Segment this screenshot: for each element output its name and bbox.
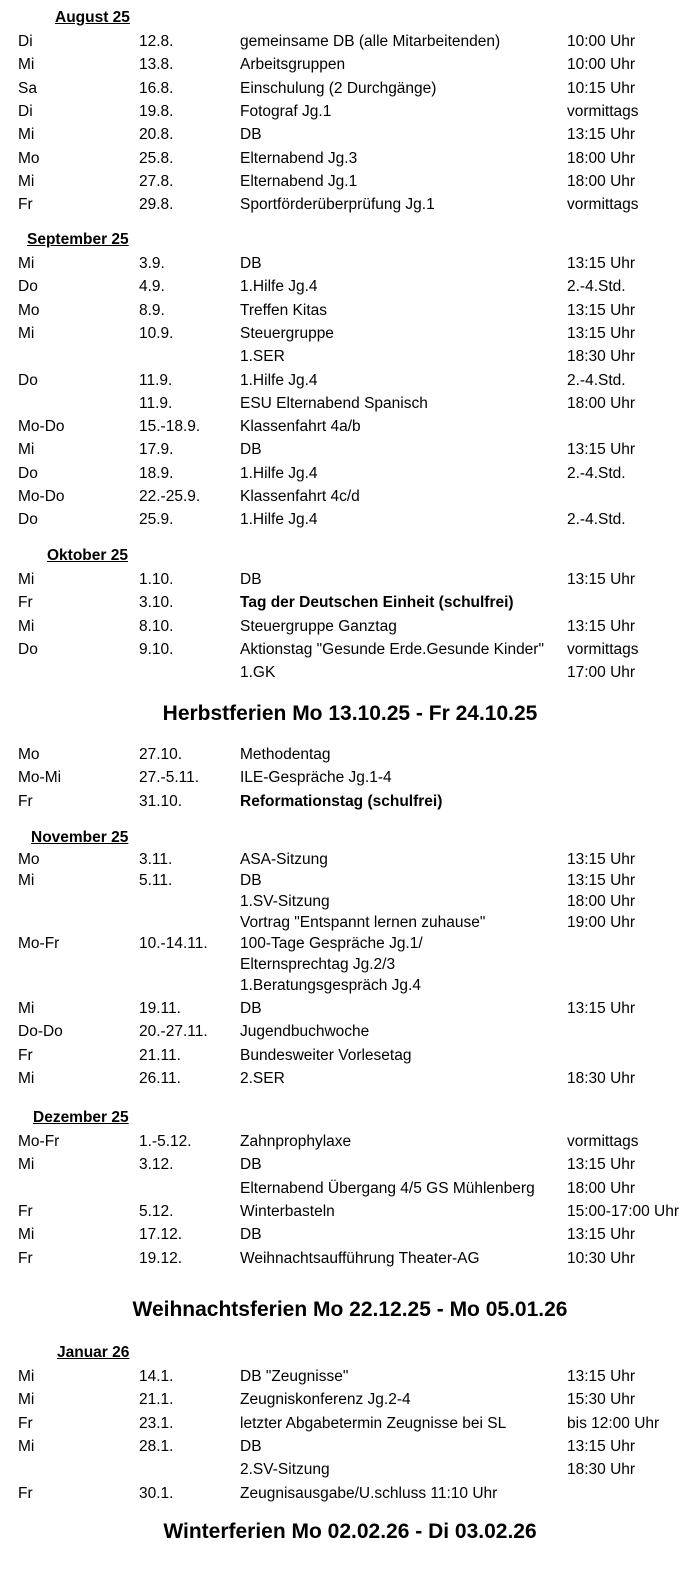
calendar-row: [0, 1155, 700, 1177]
row-weekday: Fr: [18, 1414, 33, 1432]
row-date: 3.10.: [139, 594, 174, 612]
row-weekday: Mo-Do: [18, 418, 65, 436]
row-event: Zahnprophylaxe: [240, 1133, 352, 1150]
row-event: Methodentag: [240, 746, 331, 763]
row-time: vormittags: [567, 102, 639, 120]
row-weekday: Mo: [18, 851, 40, 868]
row-date: 4.9.: [139, 278, 165, 296]
calendar-row: [0, 663, 700, 685]
calendar-row: [0, 55, 700, 77]
row-weekday: Do: [18, 278, 38, 296]
row-event: DB: [240, 872, 262, 889]
calendar-row: [0, 172, 700, 194]
row-weekday: Do: [18, 511, 38, 529]
row-event: ASA-Sitzung: [240, 851, 328, 868]
row-time: 13:15 Uhr: [567, 851, 636, 868]
row-date: 27.10.: [139, 746, 183, 763]
calendar-row: [0, 510, 700, 532]
row-date: 8.10.: [139, 617, 174, 635]
row-weekday: Mi: [18, 1368, 35, 1385]
row-event: Aktionstag "Gesunde Erde.Gesunde Kinder": [240, 640, 544, 658]
row-time: 10:30 Uhr: [567, 1249, 636, 1267]
row-date: 21.1.: [139, 1391, 174, 1409]
row-weekday: Mi: [18, 617, 35, 635]
calendar-row: [0, 277, 700, 299]
row-date: 19.8.: [139, 102, 174, 120]
row-weekday: Mi: [18, 1226, 35, 1244]
calendar-row: [0, 1484, 700, 1506]
row-weekday: Do: [18, 464, 38, 482]
row-time: bis 12:00 Uhr: [567, 1414, 660, 1432]
row-time: 18:00 Uhr: [567, 1179, 636, 1197]
row-date: 9.10.: [139, 640, 174, 658]
row-time: 2.-4.Std.: [567, 278, 626, 296]
row-date: 5.11.: [139, 872, 173, 889]
row-event: DB "Zeugnisse": [240, 1368, 349, 1385]
row-weekday: Mi: [18, 1437, 35, 1455]
row-event: 1.GK: [240, 664, 276, 682]
row-event: Elternsprechtag Jg.2/3: [240, 956, 396, 973]
row-time: 13:15 Uhr: [567, 126, 636, 144]
row-event: Treffen Kitas: [240, 301, 328, 319]
row-weekday: Mi: [18, 172, 35, 190]
row-time: 10:00 Uhr: [567, 33, 636, 50]
row-time: 18:00 Uhr: [567, 149, 636, 167]
row-event: Steuergruppe: [240, 324, 334, 342]
row-weekday: Fr: [18, 1249, 33, 1267]
calendar-row: [0, 1132, 700, 1154]
row-weekday: Mi: [18, 872, 35, 889]
calendar-row: [0, 934, 700, 956]
calendar-row: [0, 1460, 700, 1482]
row-event: 1.Hilfe Jg.4: [240, 511, 318, 529]
row-date: 20.8.: [139, 126, 174, 144]
row-time: 18:00 Uhr: [567, 172, 636, 190]
row-date: 15.-18.9.: [139, 418, 201, 436]
calendar-row: [0, 850, 700, 872]
row-date: 19.12.: [139, 1249, 183, 1267]
calendar-row: [0, 1414, 700, 1436]
month-heading: November 25: [31, 829, 129, 846]
row-event: Elternabend Jg.3: [240, 149, 358, 167]
row-weekday: Mo: [18, 149, 40, 167]
row-time: 2.-4.Std.: [567, 464, 626, 482]
calendar-row: [0, 1367, 700, 1389]
row-time: 13:15 Uhr: [567, 1226, 636, 1244]
calendar-row: [0, 593, 700, 615]
calendar-row: [0, 1202, 700, 1224]
row-time: 13:15 Uhr: [567, 617, 636, 635]
row-event: Tag der Deutschen Einheit (schulfrei): [240, 594, 514, 612]
row-time: 2.-4.Std.: [567, 371, 626, 389]
row-event: DB: [240, 1000, 262, 1017]
calendar-row: [0, 871, 700, 893]
row-event: 1.SER: [240, 348, 285, 366]
row-date: 29.8.: [139, 196, 174, 214]
row-weekday: Mi: [18, 1000, 35, 1017]
calendar-row: [0, 1179, 700, 1201]
row-time: 10:15 Uhr: [567, 79, 636, 97]
calendar-row: [0, 371, 700, 393]
row-event: Fotograf Jg.1: [240, 102, 332, 120]
row-date: 27.8.: [139, 172, 174, 190]
row-time: vormittags: [567, 196, 639, 214]
row-event: 100-Tage Gespräche Jg.1/: [240, 935, 423, 952]
row-event: Winterbasteln: [240, 1202, 335, 1220]
row-time: 15:00-17:00 Uhr: [567, 1202, 680, 1220]
row-weekday: Mi: [18, 56, 35, 74]
calendar-row: [0, 640, 700, 662]
row-date: 17.9.: [139, 441, 174, 459]
row-event: ESU Elternabend Spanisch: [240, 394, 428, 412]
row-event: Elternabend Übergang 4/5 GS Mühlenberg: [240, 1179, 535, 1197]
row-date: 22.-25.9.: [139, 488, 201, 505]
calendar-row: [0, 792, 700, 814]
calendar-row: [0, 195, 700, 217]
calendar-row: [0, 1390, 700, 1412]
row-date: 25.9.: [139, 511, 174, 529]
calendar-row: [0, 149, 700, 171]
row-event: 1.Hilfe Jg.4: [240, 278, 318, 296]
calendar-row: [0, 347, 700, 369]
row-weekday: Fr: [18, 594, 33, 612]
month-heading: Januar 26: [57, 1344, 130, 1361]
row-time: vormittags: [567, 1133, 639, 1150]
calendar-row: [0, 999, 700, 1021]
row-time: 2.-4.Std.: [567, 511, 626, 529]
row-event: Klassenfahrt 4a/b: [240, 418, 361, 436]
row-event: 2.SV-Sitzung: [240, 1461, 330, 1479]
row-event: Einschulung (2 Durchgänge): [240, 79, 437, 97]
row-event: letzter Abgabetermin Zeugnisse bei SL: [240, 1414, 507, 1432]
calendar-row: [0, 955, 700, 977]
calendar-row: [0, 976, 700, 998]
row-date: 1.10.: [139, 571, 174, 588]
calendar-row: [0, 745, 700, 767]
row-event: DB: [240, 1226, 262, 1244]
row-weekday: Fr: [18, 1202, 33, 1220]
row-date: 28.1.: [139, 1437, 174, 1455]
row-time: 13:15 Uhr: [567, 571, 636, 588]
row-weekday: Mi: [18, 126, 35, 144]
row-time: 18:30 Uhr: [567, 348, 636, 366]
holiday-banner: Winterferien Mo 02.02.26 - Di 03.02.26: [163, 1520, 537, 1543]
row-date: 5.12.: [139, 1202, 174, 1220]
row-event: ILE-Gespräche Jg.1-4: [240, 769, 392, 787]
row-date: 30.1.: [139, 1484, 174, 1502]
calendar-row: [0, 768, 700, 790]
row-time: 13:15 Uhr: [567, 1156, 636, 1174]
row-event: Elternabend Jg.1: [240, 172, 358, 190]
month-heading: Oktober 25: [47, 547, 128, 564]
row-time: 17:00 Uhr: [567, 664, 636, 682]
row-event: DB: [240, 255, 262, 272]
calendar-row: [0, 440, 700, 462]
row-event: DB: [240, 441, 262, 459]
row-weekday: Mi: [18, 1391, 35, 1409]
row-date: 13.8.: [139, 56, 174, 74]
row-weekday: Mi: [18, 571, 35, 588]
month-heading: August 25: [55, 9, 130, 26]
calendar-row: [0, 254, 700, 276]
row-date: 10.-14.11.: [139, 935, 208, 952]
row-event: Zeugnisausgabe/U.schluss 11:10 Uhr: [240, 1484, 498, 1502]
row-weekday: Mo-Mi: [18, 769, 62, 787]
row-time: 13:15 Uhr: [567, 1368, 636, 1385]
row-date: 26.11.: [139, 1069, 181, 1087]
calendar-row: [0, 913, 700, 935]
row-time: 13:15 Uhr: [567, 1000, 636, 1017]
calendar-row: [0, 32, 700, 54]
row-event: Klassenfahrt 4c/d: [240, 488, 360, 505]
row-time: 18:00 Uhr: [567, 394, 636, 412]
row-event: Zeugniskonferenz Jg.2-4: [240, 1391, 411, 1409]
row-weekday: Mo-Fr: [18, 1133, 60, 1150]
calendar-row: [0, 892, 700, 914]
row-time: 18:30 Uhr: [567, 1461, 636, 1479]
row-date: 11.9.: [139, 394, 173, 412]
row-event: 2.SER: [240, 1069, 285, 1087]
calendar-row: [0, 1249, 700, 1271]
calendar-row: [0, 394, 700, 416]
calendar-row: [0, 125, 700, 147]
row-weekday: Mo: [18, 301, 40, 319]
holiday-banner: Weihnachtsferien Mo 22.12.25 - Mo 05.01.26: [132, 1298, 568, 1321]
row-weekday: Fr: [18, 196, 33, 214]
calendar-row: [0, 1225, 700, 1247]
row-weekday: Mo: [18, 746, 40, 763]
row-date: 18.9.: [139, 464, 174, 482]
month-heading: Dezember 25: [33, 1109, 129, 1126]
row-event: 1.SV-Sitzung: [240, 893, 330, 910]
row-date: 14.1.: [139, 1368, 174, 1385]
row-time: 13:15 Uhr: [567, 255, 636, 272]
calendar-row: [0, 417, 700, 439]
row-event: Arbeitsgruppen: [240, 56, 346, 74]
row-time: 13:15 Uhr: [567, 872, 636, 889]
row-event: DB: [240, 1156, 262, 1174]
row-time: 18:30 Uhr: [567, 1069, 636, 1087]
row-weekday: Di: [18, 33, 33, 50]
row-time: 19:00 Uhr: [567, 914, 636, 931]
row-weekday: Do: [18, 640, 38, 658]
row-event: DB: [240, 1437, 262, 1455]
calendar-row: [0, 79, 700, 101]
row-event: Jugendbuchwoche: [240, 1023, 370, 1041]
row-date: 8.9.: [139, 301, 165, 319]
row-date: 25.8.: [139, 149, 174, 167]
row-weekday: Do-Do: [18, 1023, 63, 1041]
row-date: 3.11.: [139, 851, 173, 868]
row-date: 17.12.: [139, 1226, 183, 1244]
row-event: gemeinsame DB (alle Mitarbeitenden): [240, 33, 501, 50]
row-time: 13:15 Uhr: [567, 301, 636, 319]
row-event: Sportförderüberprüfung Jg.1: [240, 196, 435, 214]
row-time: vormittags: [567, 640, 639, 658]
holiday-banner: Herbstferien Mo 13.10.25 - Fr 24.10.25: [162, 702, 538, 725]
calendar-row: [0, 102, 700, 124]
row-weekday: Mi: [18, 441, 35, 459]
row-weekday: Sa: [18, 79, 37, 97]
row-date: 10.9.: [139, 324, 174, 342]
row-weekday: Mi: [18, 1156, 35, 1174]
calendar-row: [0, 570, 700, 592]
row-event: Bundesweiter Vorlesetag: [240, 1046, 412, 1064]
row-weekday: Fr: [18, 1046, 33, 1064]
row-date: 16.8.: [139, 79, 174, 97]
row-date: 20.-27.11.: [139, 1023, 208, 1041]
calendar-row: [0, 1046, 700, 1068]
row-time: 18:00 Uhr: [567, 893, 636, 910]
calendar-row: [0, 1437, 700, 1459]
row-weekday: Do: [18, 371, 38, 389]
row-date: 1.-5.12.: [139, 1133, 192, 1150]
row-date: 11.9.: [139, 371, 173, 389]
row-event: 1.Beratungsgespräch Jg.4: [240, 977, 421, 994]
row-event: Vortrag "Entspannt lernen zuhause": [240, 914, 486, 931]
row-date: 31.10.: [139, 792, 183, 810]
calendar-row: [0, 617, 700, 639]
row-date: 19.11.: [139, 1000, 181, 1017]
month-heading: September 25: [27, 231, 129, 248]
row-date: 23.1.: [139, 1414, 174, 1432]
row-date: 27.-5.11.: [139, 769, 200, 787]
row-event: 1.Hilfe Jg.4: [240, 371, 318, 389]
row-date: 12.8.: [139, 33, 174, 50]
row-weekday: Mi: [18, 255, 35, 272]
row-weekday: Mo-Fr: [18, 935, 60, 952]
row-event: DB: [240, 571, 262, 588]
calendar-row: [0, 324, 700, 346]
calendar-row: [0, 487, 700, 509]
calendar-row: [0, 464, 700, 486]
row-weekday: Mo-Do: [18, 488, 65, 505]
row-weekday: Mi: [18, 1069, 35, 1087]
row-event: Weihnachtsaufführung Theater-AG: [240, 1249, 480, 1267]
calendar-row: [0, 1069, 700, 1091]
row-date: 3.12.: [139, 1156, 174, 1174]
row-time: 13:15 Uhr: [567, 1437, 636, 1455]
row-event: Reformationstag (schulfrei): [240, 792, 443, 810]
row-weekday: Di: [18, 102, 33, 120]
row-time: 15:30 Uhr: [567, 1391, 636, 1409]
row-time: 10:00 Uhr: [567, 56, 636, 74]
row-event: DB: [240, 126, 262, 144]
row-event: Steuergruppe Ganztag: [240, 617, 397, 635]
row-date: 21.11.: [139, 1046, 181, 1064]
row-time: 13:15 Uhr: [567, 441, 636, 459]
row-weekday: Mi: [18, 324, 35, 342]
row-date: 3.9.: [139, 255, 165, 272]
row-weekday: Fr: [18, 792, 33, 810]
row-time: 13:15 Uhr: [567, 324, 636, 342]
row-weekday: Fr: [18, 1484, 33, 1502]
calendar-row: [0, 1022, 700, 1044]
calendar-row: [0, 301, 700, 323]
row-event: 1.Hilfe Jg.4: [240, 464, 318, 482]
